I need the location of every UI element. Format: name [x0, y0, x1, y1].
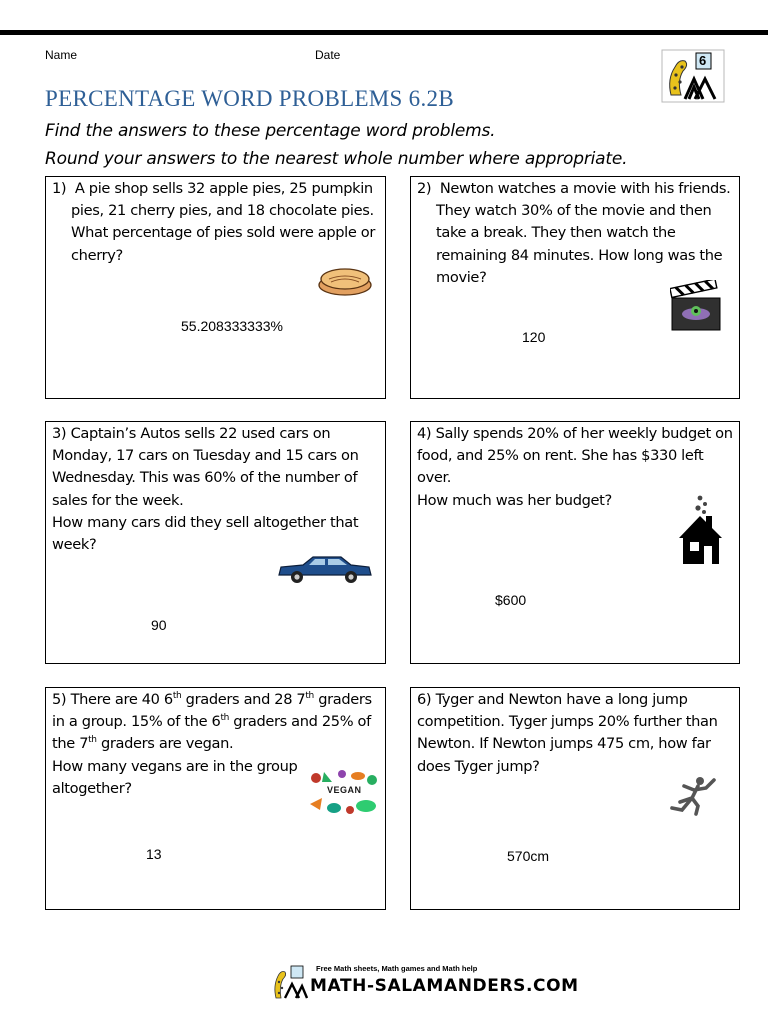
clapperboard-icon: [670, 280, 722, 337]
problem-5-text-part: 5) There are 40 6: [52, 691, 173, 708]
page-title: PERCENTAGE WORD PROBLEMS 6.2B: [45, 86, 454, 111]
car-icon: [275, 553, 373, 590]
pie-icon: [317, 263, 373, 302]
salamander-logo-icon: [661, 49, 725, 103]
problem-3-answer: 90: [151, 617, 167, 633]
problem-5-text-part: graders are vegan.: [96, 735, 234, 753]
problem-5-text: [52, 689, 379, 756]
footer-brand: MATH-SALAMANDERS.COM: [310, 976, 579, 996]
problem-5-question: How many vegans are in the group altogether?: [52, 757, 298, 797]
problem-2-answer: 120: [522, 329, 546, 345]
problem-5-text-part: graders in a group. 15% of the 6: [52, 691, 372, 731]
footer-salamander-icon: [270, 964, 308, 1000]
instruction-line-2: Round your answers to the nearest whole number where appropriate.: [45, 149, 628, 169]
instruction-line-1: Find the answers to these percentage word problems.: [45, 121, 496, 141]
footer-tagline: Free Math sheets, Math games and Math help: [316, 964, 478, 973]
ordinal-suffix: th: [172, 691, 182, 702]
footer-logo: [270, 962, 579, 1000]
problem-3-question: How many cars did they sell altogether that week?: [52, 513, 359, 554]
problem-2-text: 2) Newton watches a movie with his friends. They watch 30% of the movie and then take a break. They then watch the remaining 84 minutes. How long was the movie?: [417, 180, 731, 286]
ordinal-suffix: th: [88, 735, 97, 746]
date-label: Date: [315, 48, 341, 62]
grade-badge: 6: [699, 53, 707, 68]
vegan-icon: [306, 768, 380, 816]
problem-1-text: 1) A pie shop sells 32 apple pies, 25 pumpkin pies, 21 cherry pies, and 18 chocolate pies. What percentage of pies sold were apple or cherry?: [52, 180, 376, 264]
problem-6-answer: 570cm: [507, 848, 550, 864]
runner-icon: [668, 776, 720, 821]
problem-5-answer: 13: [146, 846, 162, 862]
vegan-label: VEGAN: [327, 785, 362, 795]
problem-4-text: 4) Sally spends 20% of her weekly budget on food, and 25% on rent. She has $330 left over.: [417, 425, 733, 487]
problem-5-text-part: graders and 28 7: [181, 691, 306, 708]
house-icon: [676, 492, 726, 571]
problem-6-text: 6) Tyger and Newton have a long jump competition. Tyger jumps 20% further than Newton. If Newton jumps 475 cm, how far does Tyger jump?: [417, 691, 718, 775]
name-label: Name: [45, 48, 78, 62]
ordinal-suffix: th: [220, 713, 229, 724]
problem-4-answer: $600: [495, 592, 527, 608]
problem-1-answer: 55.208333333%: [181, 318, 283, 334]
problem-3-box: [45, 421, 386, 664]
ordinal-suffix: th: [305, 691, 314, 702]
problem-5-text-part: graders and 25% of the 7: [52, 713, 371, 753]
top-rule: [0, 30, 768, 35]
problem-4-question: How much was her budget?: [417, 491, 612, 509]
problem-3-text: 3) Captain’s Autos sells 22 used cars on Monday, 17 cars on Tuesday and 15 cars on Wednesday. This was 60% of the number of sales for the week.: [52, 425, 359, 509]
